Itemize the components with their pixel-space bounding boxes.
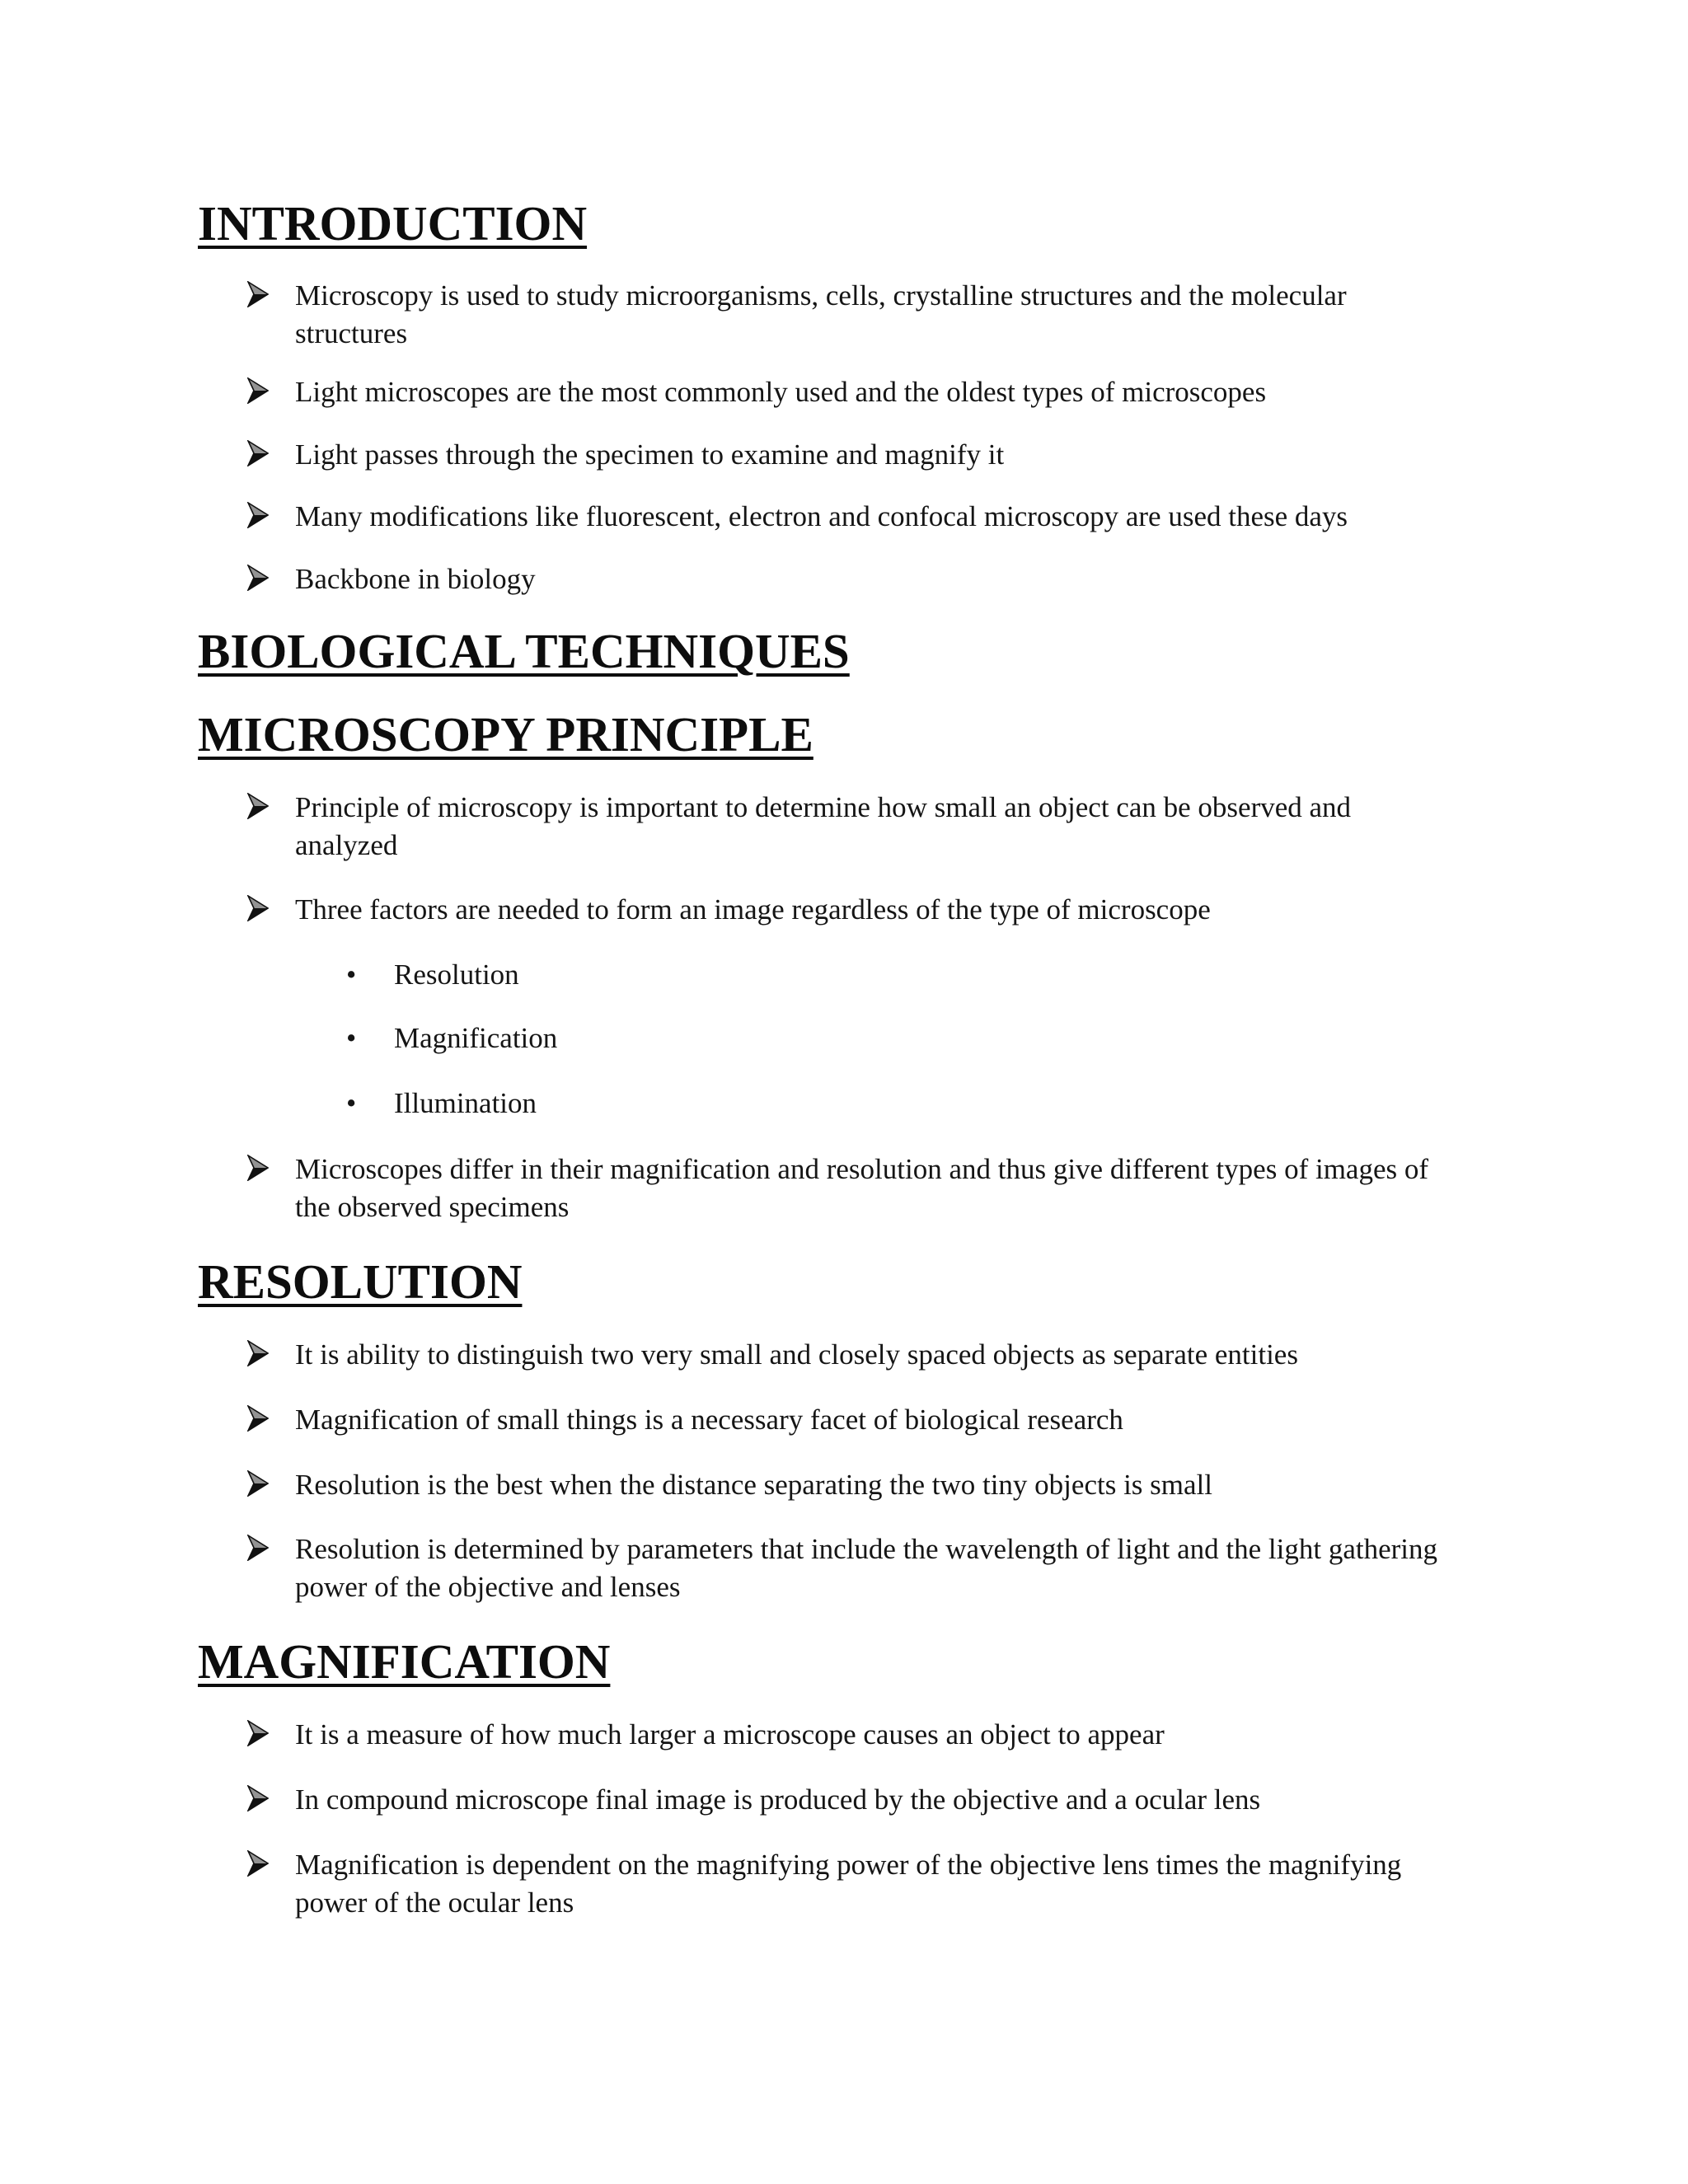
section-heading-magnification: MAGNIFICATION	[198, 1634, 611, 1689]
list-item	[247, 373, 1451, 411]
arrow-bullet-icon	[247, 440, 269, 466]
section-heading-biological-techniques: BIOLOGICAL TECHNIQUES	[198, 624, 850, 678]
arrow-bullet-icon	[247, 895, 269, 921]
arrow-bullet-icon	[247, 1470, 269, 1497]
list-item	[247, 1846, 1451, 1922]
list-item	[247, 498, 1451, 536]
list-item-text: Light microscopes are the most commonly used and the oldest types of microscopes	[295, 376, 1267, 408]
sub-list-item	[346, 1085, 537, 1122]
list-item	[247, 1530, 1451, 1606]
list-item	[247, 1151, 1451, 1226]
sub-list-item-text: Illumination	[394, 1087, 537, 1119]
list-item	[247, 891, 1451, 929]
arrow-bullet-icon	[247, 1535, 269, 1561]
arrow-bullet-icon	[247, 565, 269, 591]
list-item-text: Magnification of small things is a necessary facet of biological research	[295, 1404, 1123, 1436]
list-item	[247, 1401, 1451, 1439]
list-item	[247, 1781, 1451, 1819]
section-heading-resolution: RESOLUTION	[198, 1254, 523, 1309]
sub-list-item-text: Resolution	[394, 958, 519, 991]
list-item-text: Resolution is determined by parameters that include the wavelength of light and the light gathering power of the objective and lenses	[295, 1533, 1438, 1603]
list-item-text: Light passes through the specimen to examine and magnify it	[295, 438, 1005, 471]
list-item	[247, 789, 1451, 865]
sub-list-item	[346, 956, 519, 994]
list-item	[247, 277, 1451, 353]
arrow-bullet-icon	[247, 1850, 269, 1877]
list-item	[247, 1466, 1451, 1504]
bullet-dot-icon: •	[346, 1087, 357, 1119]
bullet-dot-icon: •	[346, 1022, 357, 1054]
arrow-bullet-icon	[247, 1340, 269, 1366]
arrow-bullet-icon	[247, 502, 269, 528]
arrow-bullet-icon	[247, 1785, 269, 1811]
list-item-text: Many modifications like fluorescent, electron and confocal microscopy are used these days	[295, 500, 1348, 532]
list-item-text: Resolution is the best when the distance separating the two tiny objects is small	[295, 1469, 1212, 1501]
list-item-text: It is ability to distinguish two very small and closely spaced objects as separate entities	[295, 1338, 1298, 1371]
arrow-bullet-icon	[247, 1405, 269, 1432]
list-item-text: Three factors are needed to form an image regardless of the type of microscope	[295, 893, 1211, 926]
list-item	[247, 560, 1451, 598]
list-item-text: It is a measure of how much larger a microscope causes an object to appear	[295, 1718, 1165, 1750]
sub-list-item	[346, 1019, 557, 1057]
arrow-bullet-icon	[247, 281, 269, 307]
section-heading-microscopy-principle: MICROSCOPY PRINCIPLE	[198, 707, 814, 762]
list-item-text: Backbone in biology	[295, 563, 536, 595]
arrow-bullet-icon	[247, 1155, 269, 1181]
section-heading-introduction: INTRODUCTION	[198, 196, 588, 251]
list-item-text: Magnification is dependent on the magnifying power of the objective lens times the magnifying power of the ocular lens	[295, 1849, 1402, 1919]
list-item	[247, 436, 1451, 474]
bullet-dot-icon: •	[346, 958, 357, 991]
list-item	[247, 1716, 1451, 1754]
sub-list-item-text: Magnification	[394, 1022, 558, 1054]
list-item-text: Microscopy is used to study microorganisms, cells, crystalline structures and the molecular structures	[295, 279, 1347, 349]
arrow-bullet-icon	[247, 1720, 269, 1746]
list-item-text: Microscopes differ in their magnification and resolution and thus give different types of images of the observed specimens	[295, 1153, 1429, 1223]
list-item-text: Principle of microscopy is important to determine how small an object can be observed and analyzed	[295, 791, 1352, 861]
arrow-bullet-icon	[247, 793, 269, 819]
list-item-text: In compound microscope final image is produced by the objective and a ocular lens	[295, 1783, 1261, 1816]
list-item	[247, 1336, 1451, 1374]
arrow-bullet-icon	[247, 377, 269, 404]
